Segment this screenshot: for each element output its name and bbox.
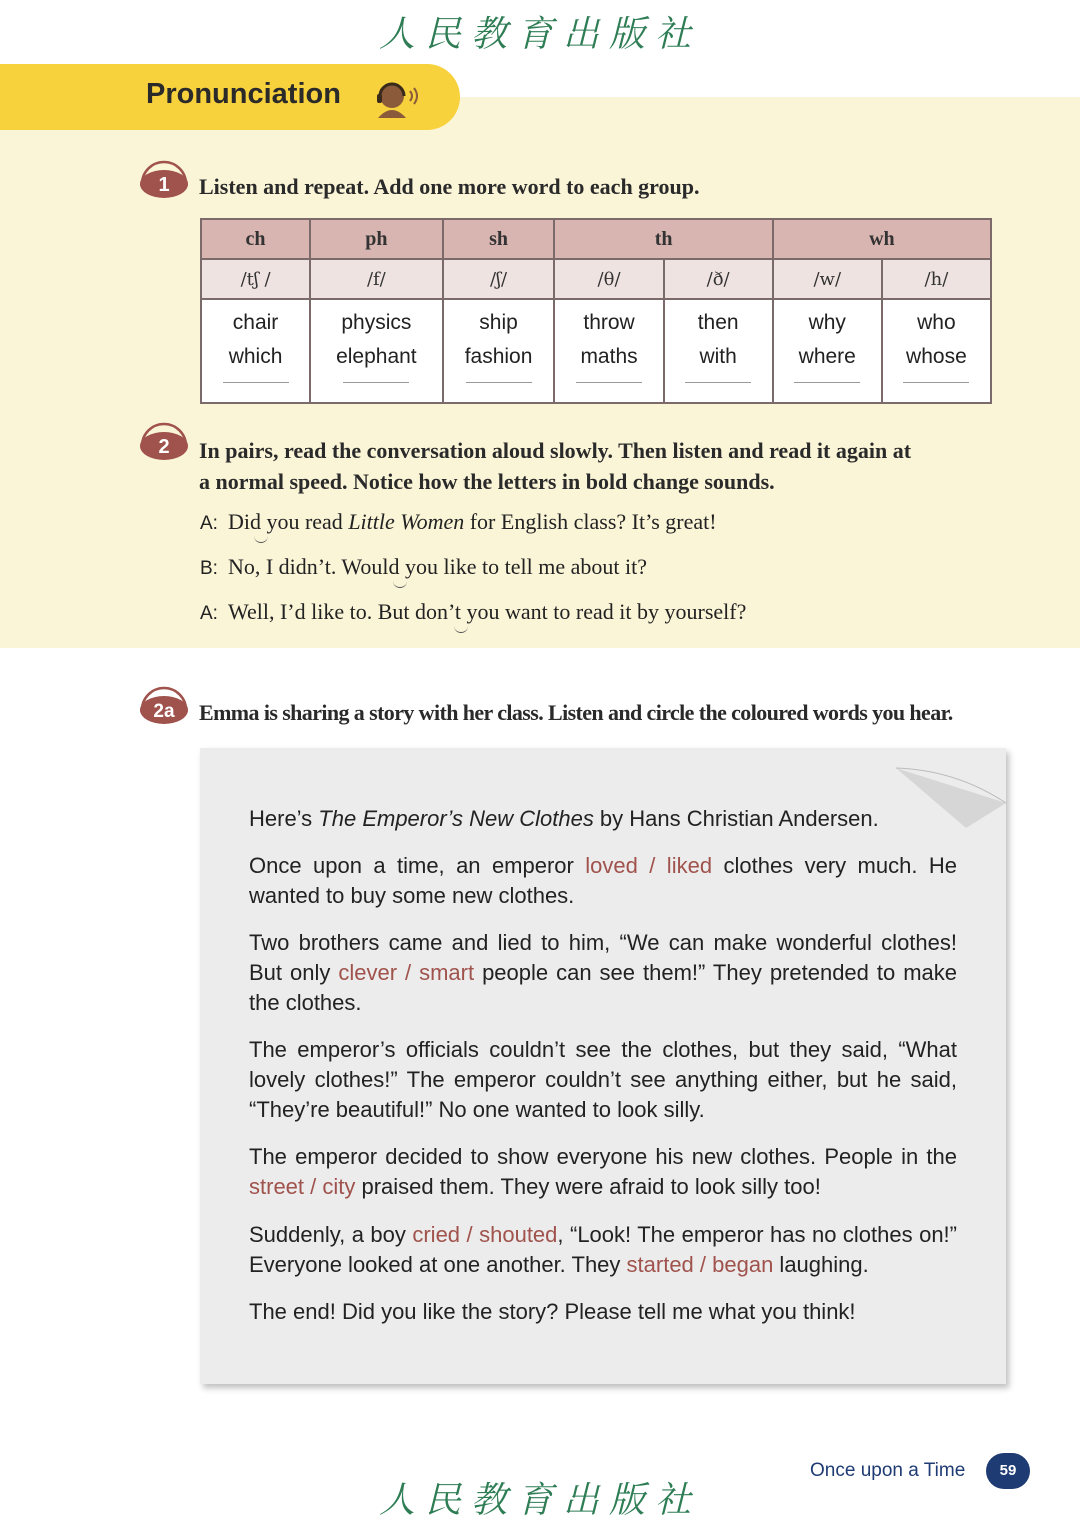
- word: with: [699, 345, 737, 368]
- activity-2-instruction-line: In pairs, read the conversation aloud slowly. Then listen and read it again at: [199, 438, 912, 463]
- section-title: Pronunciation: [146, 78, 341, 110]
- word-option[interactable]: loved / liked: [585, 853, 713, 878]
- story-paragraph: [249, 851, 957, 911]
- publisher-logo-top: 人民教育出版社: [378, 14, 701, 55]
- word: then: [697, 311, 739, 334]
- answer-blank[interactable]: [343, 382, 409, 383]
- conversation-line: [200, 599, 746, 625]
- story-text: Once upon a time, an emperor: [249, 853, 586, 878]
- sound-cell: /w/: [773, 259, 882, 299]
- word: throw: [583, 311, 635, 334]
- word: who: [917, 311, 956, 334]
- word-cell: [443, 299, 555, 403]
- activity-2-instruction: [199, 435, 999, 497]
- sound-cell: /f/: [310, 259, 443, 299]
- word-option[interactable]: street / city: [249, 1174, 356, 1199]
- publisher-logo-bottom: 人民教育出版社: [378, 1480, 701, 1521]
- section-banner: [0, 64, 460, 130]
- word-cell: [773, 299, 882, 403]
- word: maths: [580, 345, 638, 368]
- answer-blank[interactable]: [903, 382, 969, 383]
- answer-blank[interactable]: [466, 382, 532, 383]
- sound-cell: /θ/: [554, 259, 663, 299]
- activity-1-number: 1: [158, 174, 170, 196]
- activity-2a-instruction: Emma is sharing a story with her class. Listen and circle the coloured words you hear.: [199, 700, 953, 725]
- activity-1-instruction: Listen and repeat. Add one more word to each group.: [199, 174, 700, 199]
- answer-blank[interactable]: [685, 382, 751, 383]
- word-option[interactable]: clever / smart: [338, 960, 475, 985]
- conv-text: Did: [227, 509, 261, 534]
- word: why: [808, 311, 846, 334]
- word: ship: [479, 311, 518, 334]
- word: where: [798, 345, 856, 368]
- activity-2-badge-icon: [138, 420, 190, 460]
- conv-text: you want to read it by yourself?: [466, 599, 747, 624]
- story-text: people can see them!” They pretended to make the clothes.: [249, 960, 957, 1015]
- answer-blank[interactable]: [223, 382, 289, 383]
- speaker-label: A:: [200, 513, 218, 534]
- word: fashion: [464, 345, 533, 368]
- conv-text: you read: [266, 509, 349, 534]
- group-header: sh: [443, 219, 555, 259]
- word: whose: [906, 345, 967, 368]
- conv-text: No, I didn’t. Would: [227, 554, 400, 579]
- sound-cell: /ʃ/: [443, 259, 555, 299]
- story-paragraph: [249, 928, 957, 1018]
- word-cell: [554, 299, 663, 403]
- word: elephant: [336, 345, 417, 368]
- story-text: , “Look! The emperor has no clothes on!” Everyone looked at one another. They: [249, 1222, 957, 1277]
- speaker-label: B:: [200, 558, 218, 579]
- story-text: Here’s: [249, 806, 319, 831]
- activity-2a-number: 2a: [153, 701, 175, 722]
- phonics-table: [200, 218, 992, 404]
- sound-cell: /ð/: [664, 259, 773, 299]
- story-paragraph: [249, 1220, 957, 1280]
- conversation-line: [200, 554, 647, 580]
- activity-1-badge-icon: [138, 158, 190, 198]
- story-paragraph: [249, 1142, 957, 1202]
- answer-blank[interactable]: [576, 382, 642, 383]
- group-header: ph: [310, 219, 443, 259]
- answer-blank[interactable]: [794, 382, 860, 383]
- word: chair: [232, 311, 279, 334]
- word: which: [228, 345, 283, 368]
- story-text: clothes very much. He wanted to buy some new clothes.: [249, 853, 957, 908]
- unit-title: Once upon a Time: [810, 1460, 966, 1481]
- story-text: laughing.: [773, 1252, 869, 1277]
- story-text: The emperor decided to show everyone his new clothes. People in the: [249, 1144, 957, 1169]
- story-paragraph: The emperor’s officials couldn’t see the clothes, but they said, “What lovely clothes!” The emperor couldn’t see anything either, but he said, “They’re beautiful!” No one wanted to look silly.: [249, 1037, 957, 1122]
- activity-2a-badge-icon: [138, 684, 190, 724]
- word-cell: [882, 299, 991, 403]
- book-title: Little Women: [348, 509, 465, 534]
- conv-text: you like to tell me about it?: [405, 554, 647, 579]
- story-paragraph: [249, 804, 957, 834]
- story-text: Two brothers came and lied to him, “We can make wonderful clothes! But only: [249, 930, 957, 985]
- sound-cell: /tʃ /: [201, 259, 310, 299]
- story-title: The Emperor’s New Clothes: [318, 806, 594, 831]
- word: physics: [341, 311, 412, 334]
- word-option[interactable]: cried / shouted: [412, 1222, 558, 1247]
- story-text: praised them. They were afraid to look silly too!: [355, 1174, 821, 1199]
- group-header: th: [554, 219, 772, 259]
- story-paragraph: The end! Did you like the story? Please tell me what you think!: [249, 1299, 856, 1324]
- story-text: Suddenly, a boy: [249, 1222, 413, 1247]
- word-cell: [310, 299, 443, 403]
- headset-speaker-icon: [372, 78, 426, 118]
- page-number: 59: [986, 1453, 1030, 1489]
- sound-cell: /h/: [882, 259, 991, 299]
- conv-text: for English class? It’s great!: [464, 509, 717, 534]
- word-cell: [664, 299, 773, 403]
- conversation-line: [200, 509, 717, 535]
- word-cell: [201, 299, 310, 403]
- group-header: wh: [773, 219, 991, 259]
- conv-text: Well, I’d like to. But don’t: [227, 599, 462, 624]
- story-text: by Hans Christian Andersen.: [593, 806, 879, 831]
- activity-2-number: 2: [158, 436, 170, 458]
- activity-2-instruction-line: a normal speed. Notice how the letters in bold change sounds.: [199, 469, 775, 494]
- group-header: ch: [201, 219, 310, 259]
- speaker-label: A:: [200, 603, 218, 624]
- word-option[interactable]: started / began: [626, 1252, 774, 1277]
